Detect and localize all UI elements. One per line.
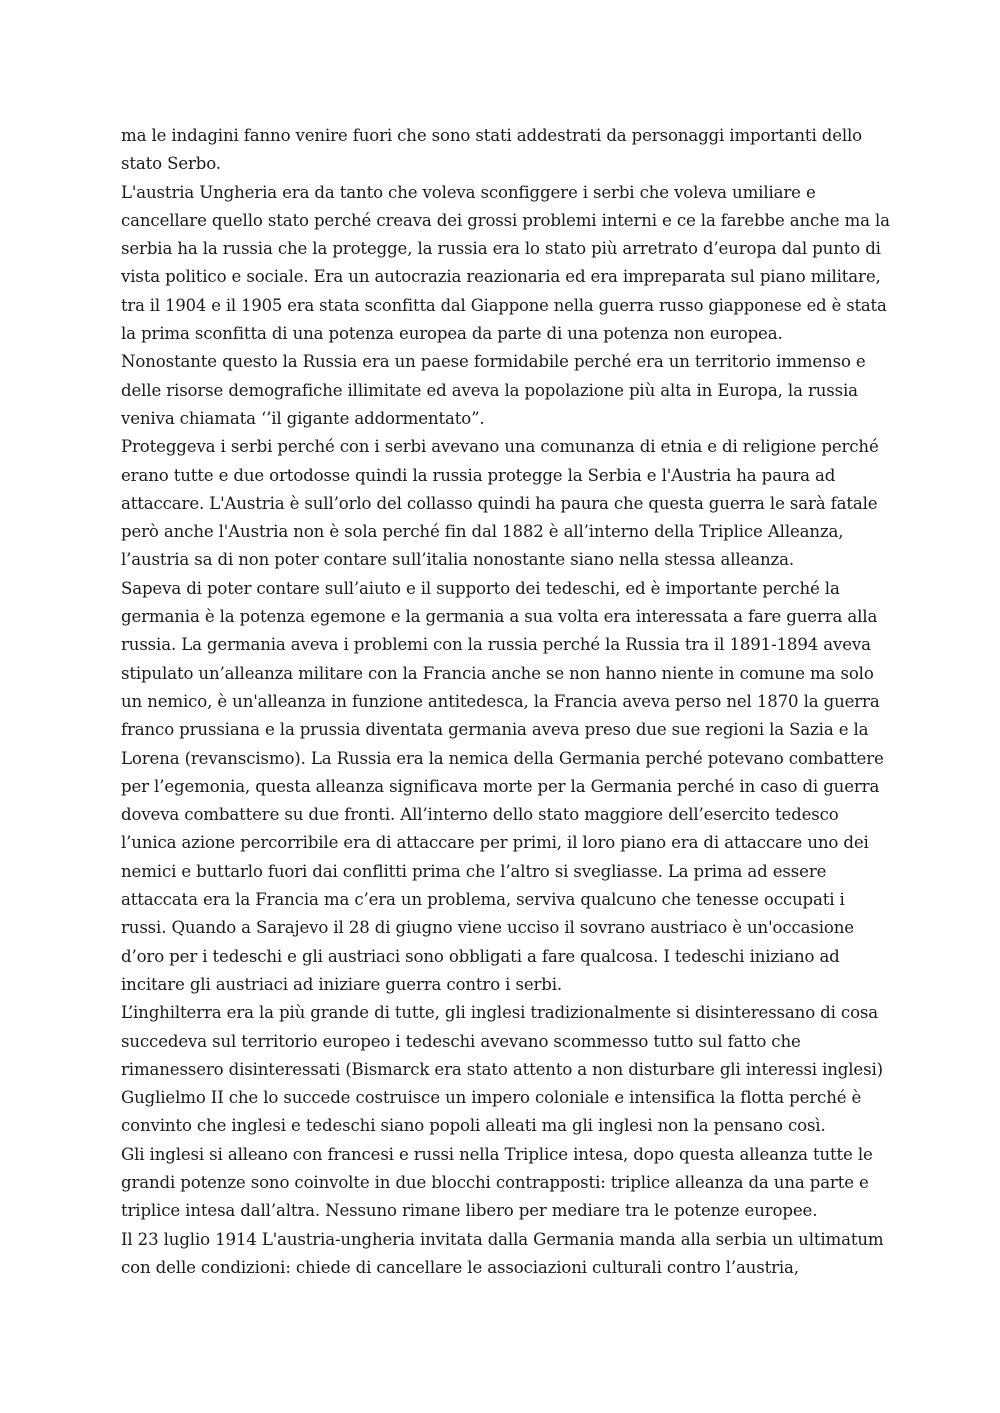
text-line: d’oro per i tedeschi e gli austriaci sono obbligati a fare qualcosa. I tedeschi iniziano ad — [121, 946, 840, 966]
text-line: delle risorse demografiche illimitate ed aveva la popolazione più alta in Europa, la russia — [121, 380, 858, 400]
text-line: però anche l'Austria non è sola perché fin dal 1882 è all’interno della Triplice Alleanza, — [121, 522, 844, 542]
text-line: Sapeva di poter contare sull’aiuto e il supporto dei tedeschi, ed è importante perché la — [121, 578, 840, 598]
text-line: rimanessero disinteressati (Bismarck era stato attento a non disturbare gli interessi inglesi) — [121, 1059, 883, 1079]
text-line: L’inghilterra era la più grande di tutte, gli inglesi tradizionalmente si disinteressano di cosa — [121, 1003, 879, 1023]
text-line: stipulato un’alleanza militare con la Francia anche se non hanno niente in comune ma solo — [121, 663, 874, 683]
text-line: un nemico, è un'alleanza in funzione antitedesca, la Francia aveva perso nel 1870 la guerra — [121, 691, 880, 711]
text-line: L'austria Ungheria era da tanto che voleva sconfiggere i serbi che voleva umiliare e — [121, 182, 816, 202]
text-line: l’unica azione percorribile era di attaccare per primi, il loro piano era di attaccare uno dei — [121, 833, 869, 853]
text-line: tra il 1904 e il 1905 era stata sconfitta dal Giappone nella guerra russo giapponese ed è stata — [121, 295, 887, 315]
text-line: Proteggeva i serbi perché con i serbi avevano una comunanza di etnia e di religione perché — [121, 437, 879, 457]
text-line: germania è la potenza egemone e la germania a sua volta era interessata a fare guerra alla — [121, 607, 878, 627]
text-line: Il 23 luglio 1914 L'austria-ungheria invitata dalla Germania manda alla serbia un ultimatum — [121, 1229, 884, 1249]
text-line: triplice intesa dall’altra. Nessuno rimane libero per mediare tra le potenze europee. — [121, 1201, 818, 1221]
text-line: Lorena (revanscismo). La Russia era la nemica della Germania perché potevano combattere — [121, 748, 884, 768]
text-line: ma le indagini fanno venire fuori che sono stati addestrati da personaggi importanti dello — [121, 126, 863, 145]
text-line: doveva combattere su due fronti. All’interno dello stato maggiore dell’esercito tedesco — [121, 805, 839, 825]
text-line: con delle condizioni: chiede di cancellare le associazioni culturali contro l’austria, — [121, 1257, 799, 1277]
text-line: russia. La germania aveva i problemi con la russia perché la Russia tra il 1891-1894 aveva — [121, 635, 871, 655]
text-line: vista politico e sociale. Era un autocrazia reazionaria ed era impreparata sul piano militare, — [121, 267, 881, 287]
text-line: cancellare quello stato perché creava dei grossi problemi interni e ce la farebbe anche ma la — [121, 210, 890, 230]
text-line: l’austria sa di non poter contare sull’italia nonostante siano nella stessa alleanza. — [121, 550, 794, 570]
text-line: russi. Quando a Sarajevo il 28 di giugno viene ucciso il sovrano austriaco è un'occasione — [121, 918, 854, 938]
text-line: attaccare. L'Austria è sull’orlo del collasso quindi ha paura che questa guerra le sarà fatale — [121, 493, 878, 513]
text-line: incitare gli austriaci ad iniziare guerra contro i serbi. — [121, 974, 563, 994]
text-line: veniva chiamata ‘’il gigante addormentato”. — [121, 408, 485, 428]
text-line: grandi potenze sono coinvolte in due blocchi contrapposti: triplice alleanza da una parte e — [121, 1172, 869, 1192]
text-line: erano tutte e due ortodosse quindi la russia protegge la Serbia e l'Austria ha paura ad — [121, 465, 836, 485]
text-line: Guglielmo II che lo succede costruisce un impero coloniale e intensifica la flotta perché è — [121, 1088, 862, 1108]
text-line: attaccata era la Francia ma c’era un problema, serviva qualcuno che tenesse occupati i — [121, 890, 845, 910]
text-line: nemici e buttarlo fuori dai conflitti prima che l’altro si svegliasse. La prima ad essere — [121, 861, 827, 881]
text-line: serbia ha la russia che la protegge, la russia era lo stato più arretrato d’europa dal punto di — [121, 239, 881, 259]
text-line: franco prussiana e la prussia diventata germania aveva preso due sue regioni la Sazia e la — [121, 720, 869, 740]
text-line: Nonostante questo la Russia era un paese formidabile perché era un territorio immenso e — [121, 352, 866, 372]
text-line: stato Serbo. — [121, 154, 221, 174]
text-line: Gli inglesi si alleano con francesi e russi nella Triplice intesa, dopo questa alleanza tutte le — [121, 1144, 873, 1164]
body-text — [121, 122, 891, 1282]
text-line: succedeva sul territorio europeo i tedeschi avevano scommesso tutto sul fatto che — [121, 1031, 801, 1051]
text-line: la prima sconfitta di una potenza europea da parte di una potenza non europea. — [121, 324, 783, 344]
text-line: convinto che inglesi e tedeschi siano popoli alleati ma gli inglesi non la pensano così. — [121, 1116, 826, 1136]
text-line: per l’egemonia, questa alleanza significava morte per la Germania perché in caso di guerra — [121, 776, 880, 796]
